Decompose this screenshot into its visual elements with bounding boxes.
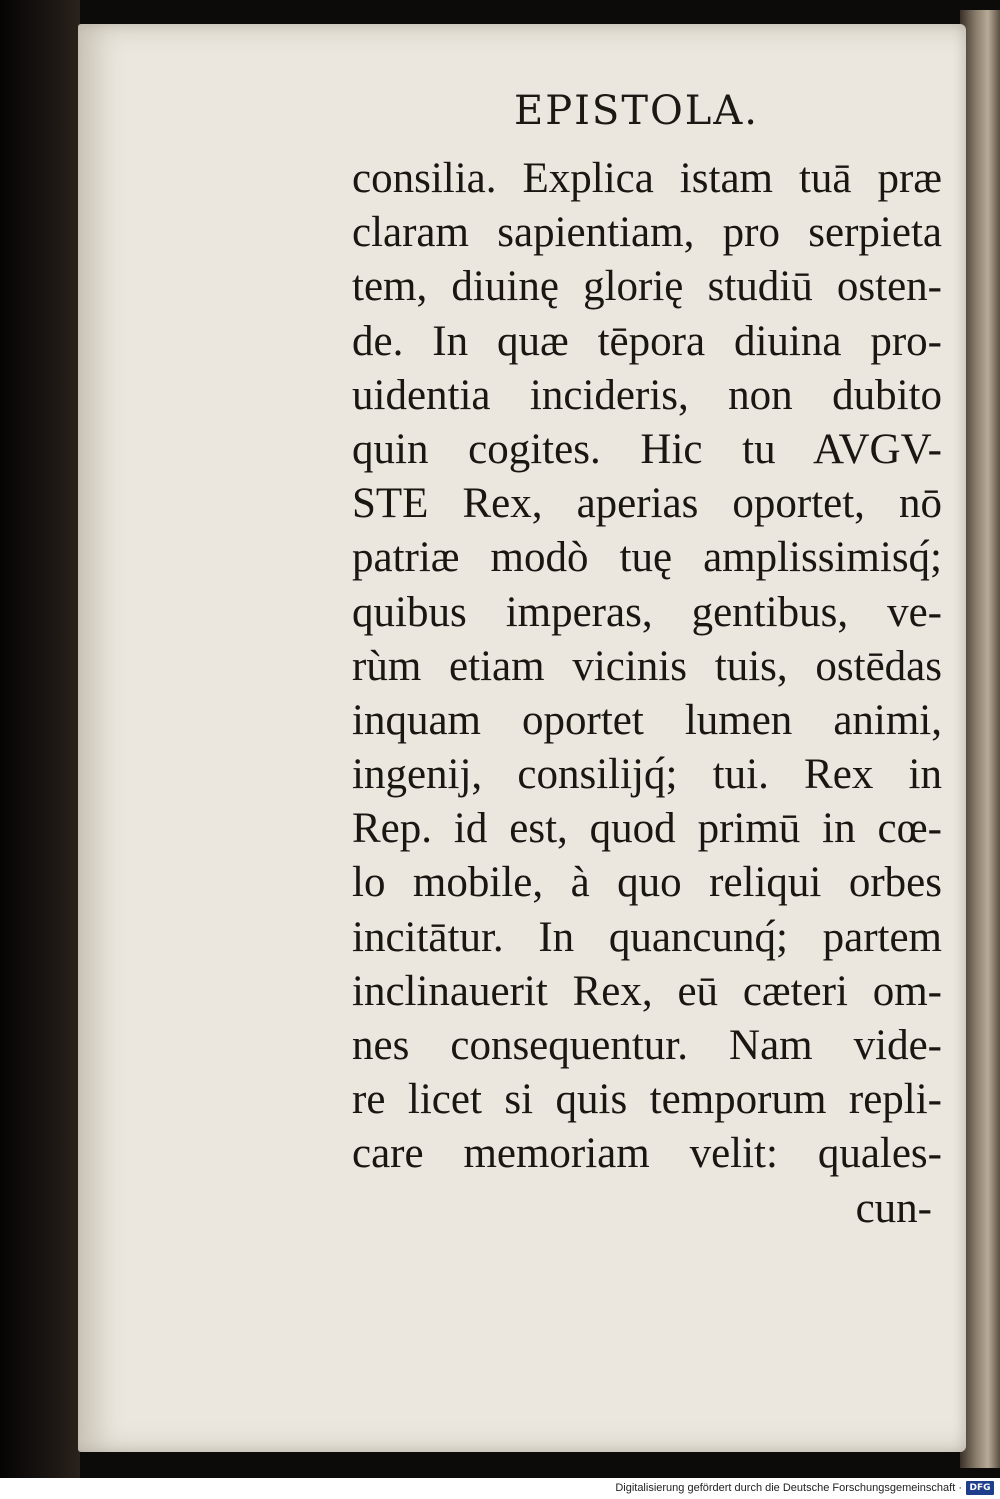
text-line: nes consequentur. Nam vide- xyxy=(352,1022,942,1069)
text-line: lo mobile, à quo reliqui orbes xyxy=(352,859,942,907)
text-line: inquam oportet lumen animi, xyxy=(352,696,942,744)
text-line: rùm etiam vicinis tuis, ostēdas xyxy=(352,642,942,690)
dfg-logo-icon: DFG xyxy=(966,1481,994,1495)
text-line: ingenij, consilijq́; tui. Rex in xyxy=(352,751,942,799)
text-block xyxy=(352,152,942,1236)
text-line: STE Rex, aperias oportet, nō xyxy=(352,480,942,528)
text-line: care memoriam velit: quales- xyxy=(352,1130,942,1178)
text-line: patriæ modò tuę amplissimisq́; xyxy=(352,534,942,582)
text-line: uidentia incideris, non dubito xyxy=(352,371,942,419)
book-spine-shadow xyxy=(0,0,80,1478)
text-line: Rep. id est, quod primū in cœ- xyxy=(352,805,942,853)
text-line: re licet si quis temporum repli- xyxy=(352,1076,942,1124)
footer-credit: Digitalisierung gefördert durch die Deutsche Forschungsgemeinschaft · xyxy=(615,1482,962,1494)
catchword: cun- xyxy=(855,1184,932,1232)
page-block-edge xyxy=(960,10,1000,1468)
text-line: claram sapientiam, pro serpieta xyxy=(352,209,942,257)
running-head: EPISTOLA. xyxy=(514,88,759,134)
text-line: quin cogites. Hic tu AVGV- xyxy=(352,425,942,473)
text-line: de. In quæ tēpora diuina pro- xyxy=(352,317,942,365)
text-line: tem, diuinę glorię studiū osten- xyxy=(352,263,942,311)
text-line: quibus imperas, gentibus, ve- xyxy=(352,588,942,636)
text-line: consilia. Explica istam tuā præ xyxy=(352,155,942,202)
text-line: inclinauerit Rex, eū cæteri om- xyxy=(352,967,942,1015)
text-line: incitātur. In quancunq́; partem xyxy=(352,913,942,961)
